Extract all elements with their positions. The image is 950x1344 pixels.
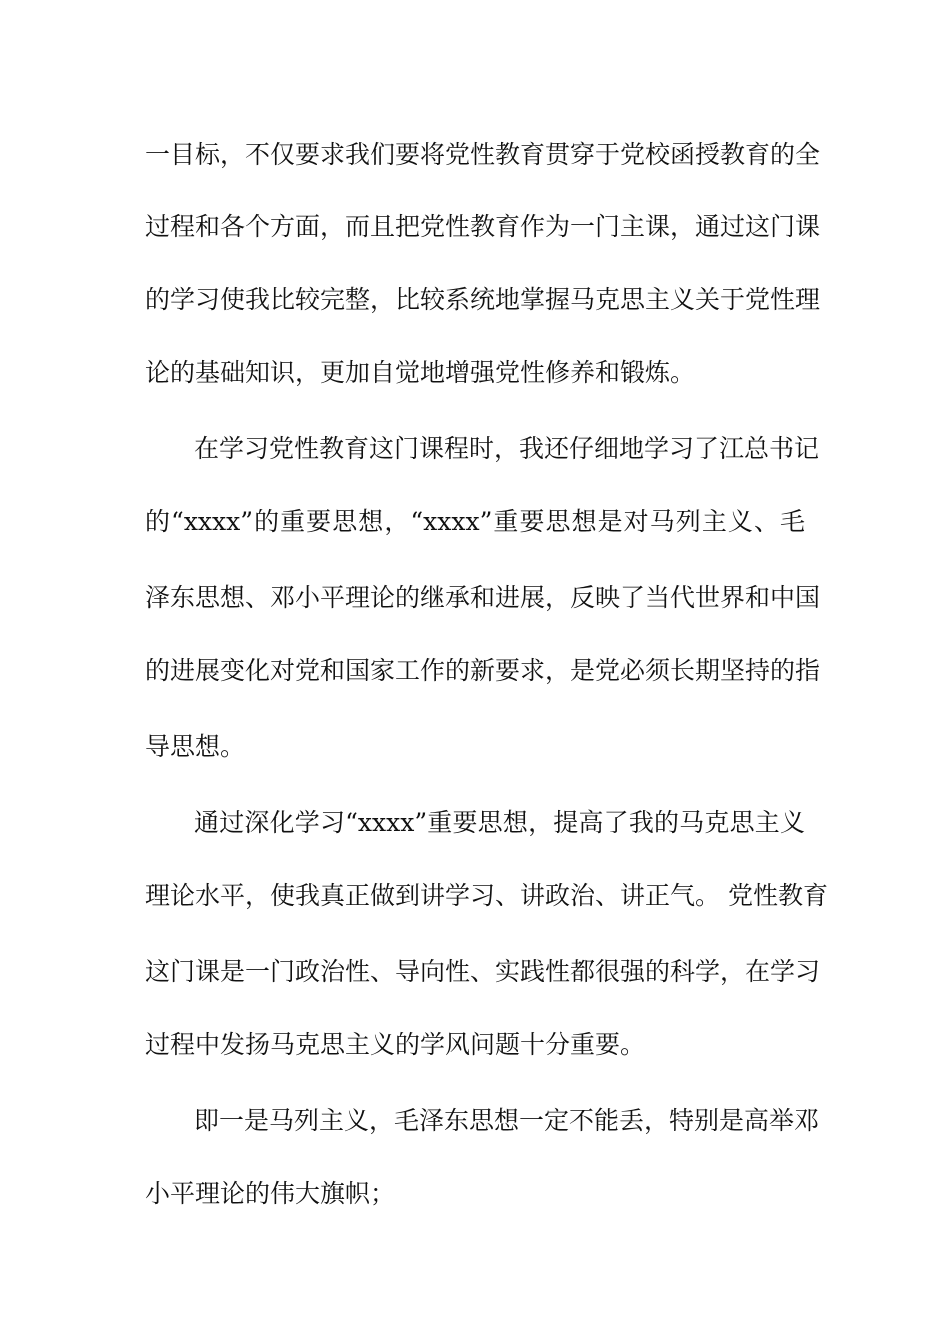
text-line-7: 泽东思想、邓小平理论的继承和进展，反映了当代世界和中国: [145, 583, 821, 612]
text-line-5: 在学习党性教育这门课程时，我还仔细地学习了江总书记: [194, 434, 820, 463]
text-line-15: 小平理论的伟大旗帜；: [145, 1179, 396, 1208]
text-line-14: 即一是马列主义，毛泽东思想一定不能丢，特别是高举邓: [194, 1106, 820, 1135]
text-line-6: 的“xxxx”的重要思想，“xxxx”重要思想是对马列主义、毛: [145, 507, 805, 536]
text-line-2: 过程和各个方面，而且把党性教育作为一门主课，通过这门课: [145, 212, 821, 241]
text-line-3: 的学习使我比较完整，比较系统地掌握马克思主义关于党性理: [145, 285, 821, 314]
text-line-11: 理论水平，使我真正做到讲学习、讲政治、讲正气。 党性教育: [145, 881, 828, 910]
text-line-1: 一目标，不仅要求我们要将党性教育贯穿于党校函授教育的全: [145, 140, 821, 169]
text-line-12: 这门课是一门政治性、导向性、实践性都很强的科学，在学习: [145, 957, 821, 986]
text-line-10: 通过深化学习“xxxx”重要思想，提高了我的马克思主义: [194, 808, 805, 837]
text-line-9: 导思想。: [145, 732, 246, 761]
text-line-4: 论的基础知识，更加自觉地增强党性修养和锻炼。: [145, 358, 696, 387]
text-line-8: 的进展变化对党和国家工作的新要求，是党必须长期坚持的指: [145, 656, 821, 685]
text-line-13: 过程中发扬马克思主义的学风问题十分重要。: [145, 1030, 646, 1059]
